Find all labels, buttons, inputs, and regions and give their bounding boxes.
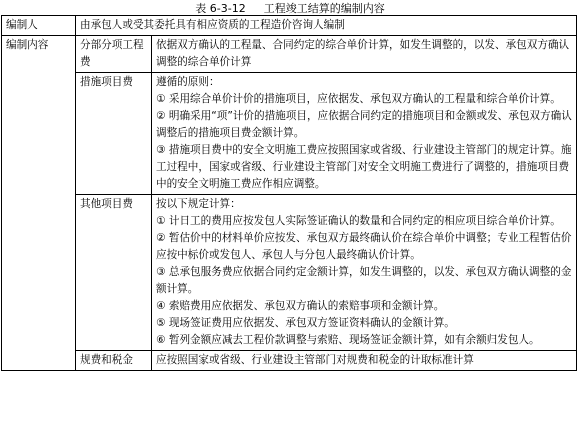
- measures-intro: 遵循的原则：: [156, 76, 220, 88]
- fees-text: 应按照国家或省级、行业建设主管部门对规费和税金的计取标准计算: [152, 351, 577, 371]
- table-row-measures: [2, 73, 577, 195]
- fees-label: 规费和税金: [76, 351, 152, 371]
- other-item-5: ⑤ 现场签证费用应依据发、承包双方签证资料确认的金额计算。: [156, 317, 455, 329]
- table-caption: [0, 2, 580, 15]
- preparer-content: 由承包人或受其委托具有相应资质的工程造价咨询人编制: [76, 16, 577, 36]
- table-row-preparer: [2, 16, 577, 36]
- measures-label: 措施项目费: [76, 73, 152, 195]
- table-row-fees: [2, 351, 577, 371]
- measures-item-3: ③ 措施项目费中的安全文明施工费应按照国家或省级、行业建设主管部门的规定计算。施工过程中，国家或省级、行业建设主管部门对安全文明施工费进行了调整的，措施项目费中的安全文明施工费应作相应调整。: [156, 144, 572, 190]
- measures-item-2: ② 明确采用“项”计价的措施项目，应依据合同约定的措施项目和金额或发、承包双方确认调整后的措施项目费金额计算。: [156, 110, 572, 139]
- other-label: 其他项目费: [76, 195, 152, 351]
- subitem-text: 依据双方确认的工程量、合同约定的综合单价计算，如发生调整的，以发、承包双方确认调整的综合单价计算: [152, 36, 577, 73]
- table-row-subitem: [2, 36, 577, 73]
- other-cell: [152, 195, 577, 351]
- measures-item-1: ① 采用综合单价计价的措施项目，应依据发、承包双方确认的工程量和综合单价计算。: [156, 93, 561, 105]
- table-row-other: [2, 195, 577, 351]
- preparer-label: 编制人: [2, 16, 76, 36]
- subitem-label: 分部分项工程费: [76, 36, 152, 73]
- other-intro: 按以下规定计算：: [156, 198, 241, 210]
- other-item-1: ① 计日工的费用应按发包人实际签证确认的数量和合同约定的相应项目综合单价计算。: [156, 215, 561, 227]
- other-item-6: ⑥ 暂列金额应减去工程价款调整与索赔、现场签证金额计算，如有余额归发包人。: [156, 334, 540, 346]
- other-item-3: ③ 总承包服务费应依据合同约定金额计算，如发生调整的，以发、承包双方确认调整的金额计算。: [156, 266, 572, 295]
- other-item-4: ④ 索赔费用应依据发、承包双方确认的索赔事项和金额计算。: [156, 300, 445, 312]
- table-number: 表 6-3-12: [195, 2, 246, 15]
- table-title: 工程竣工结算的编制内容: [263, 2, 385, 15]
- other-item-2: ② 暂估价中的材料单价应按发、承包双方最终确认价在综合单价中调整；专业工程暂估价应按中标价或发包人、承包人与分包人最终确认价计算。: [156, 232, 572, 261]
- content-label: 编制内容: [2, 36, 76, 371]
- settlement-content-table: [1, 15, 577, 371]
- measures-cell: [152, 73, 577, 195]
